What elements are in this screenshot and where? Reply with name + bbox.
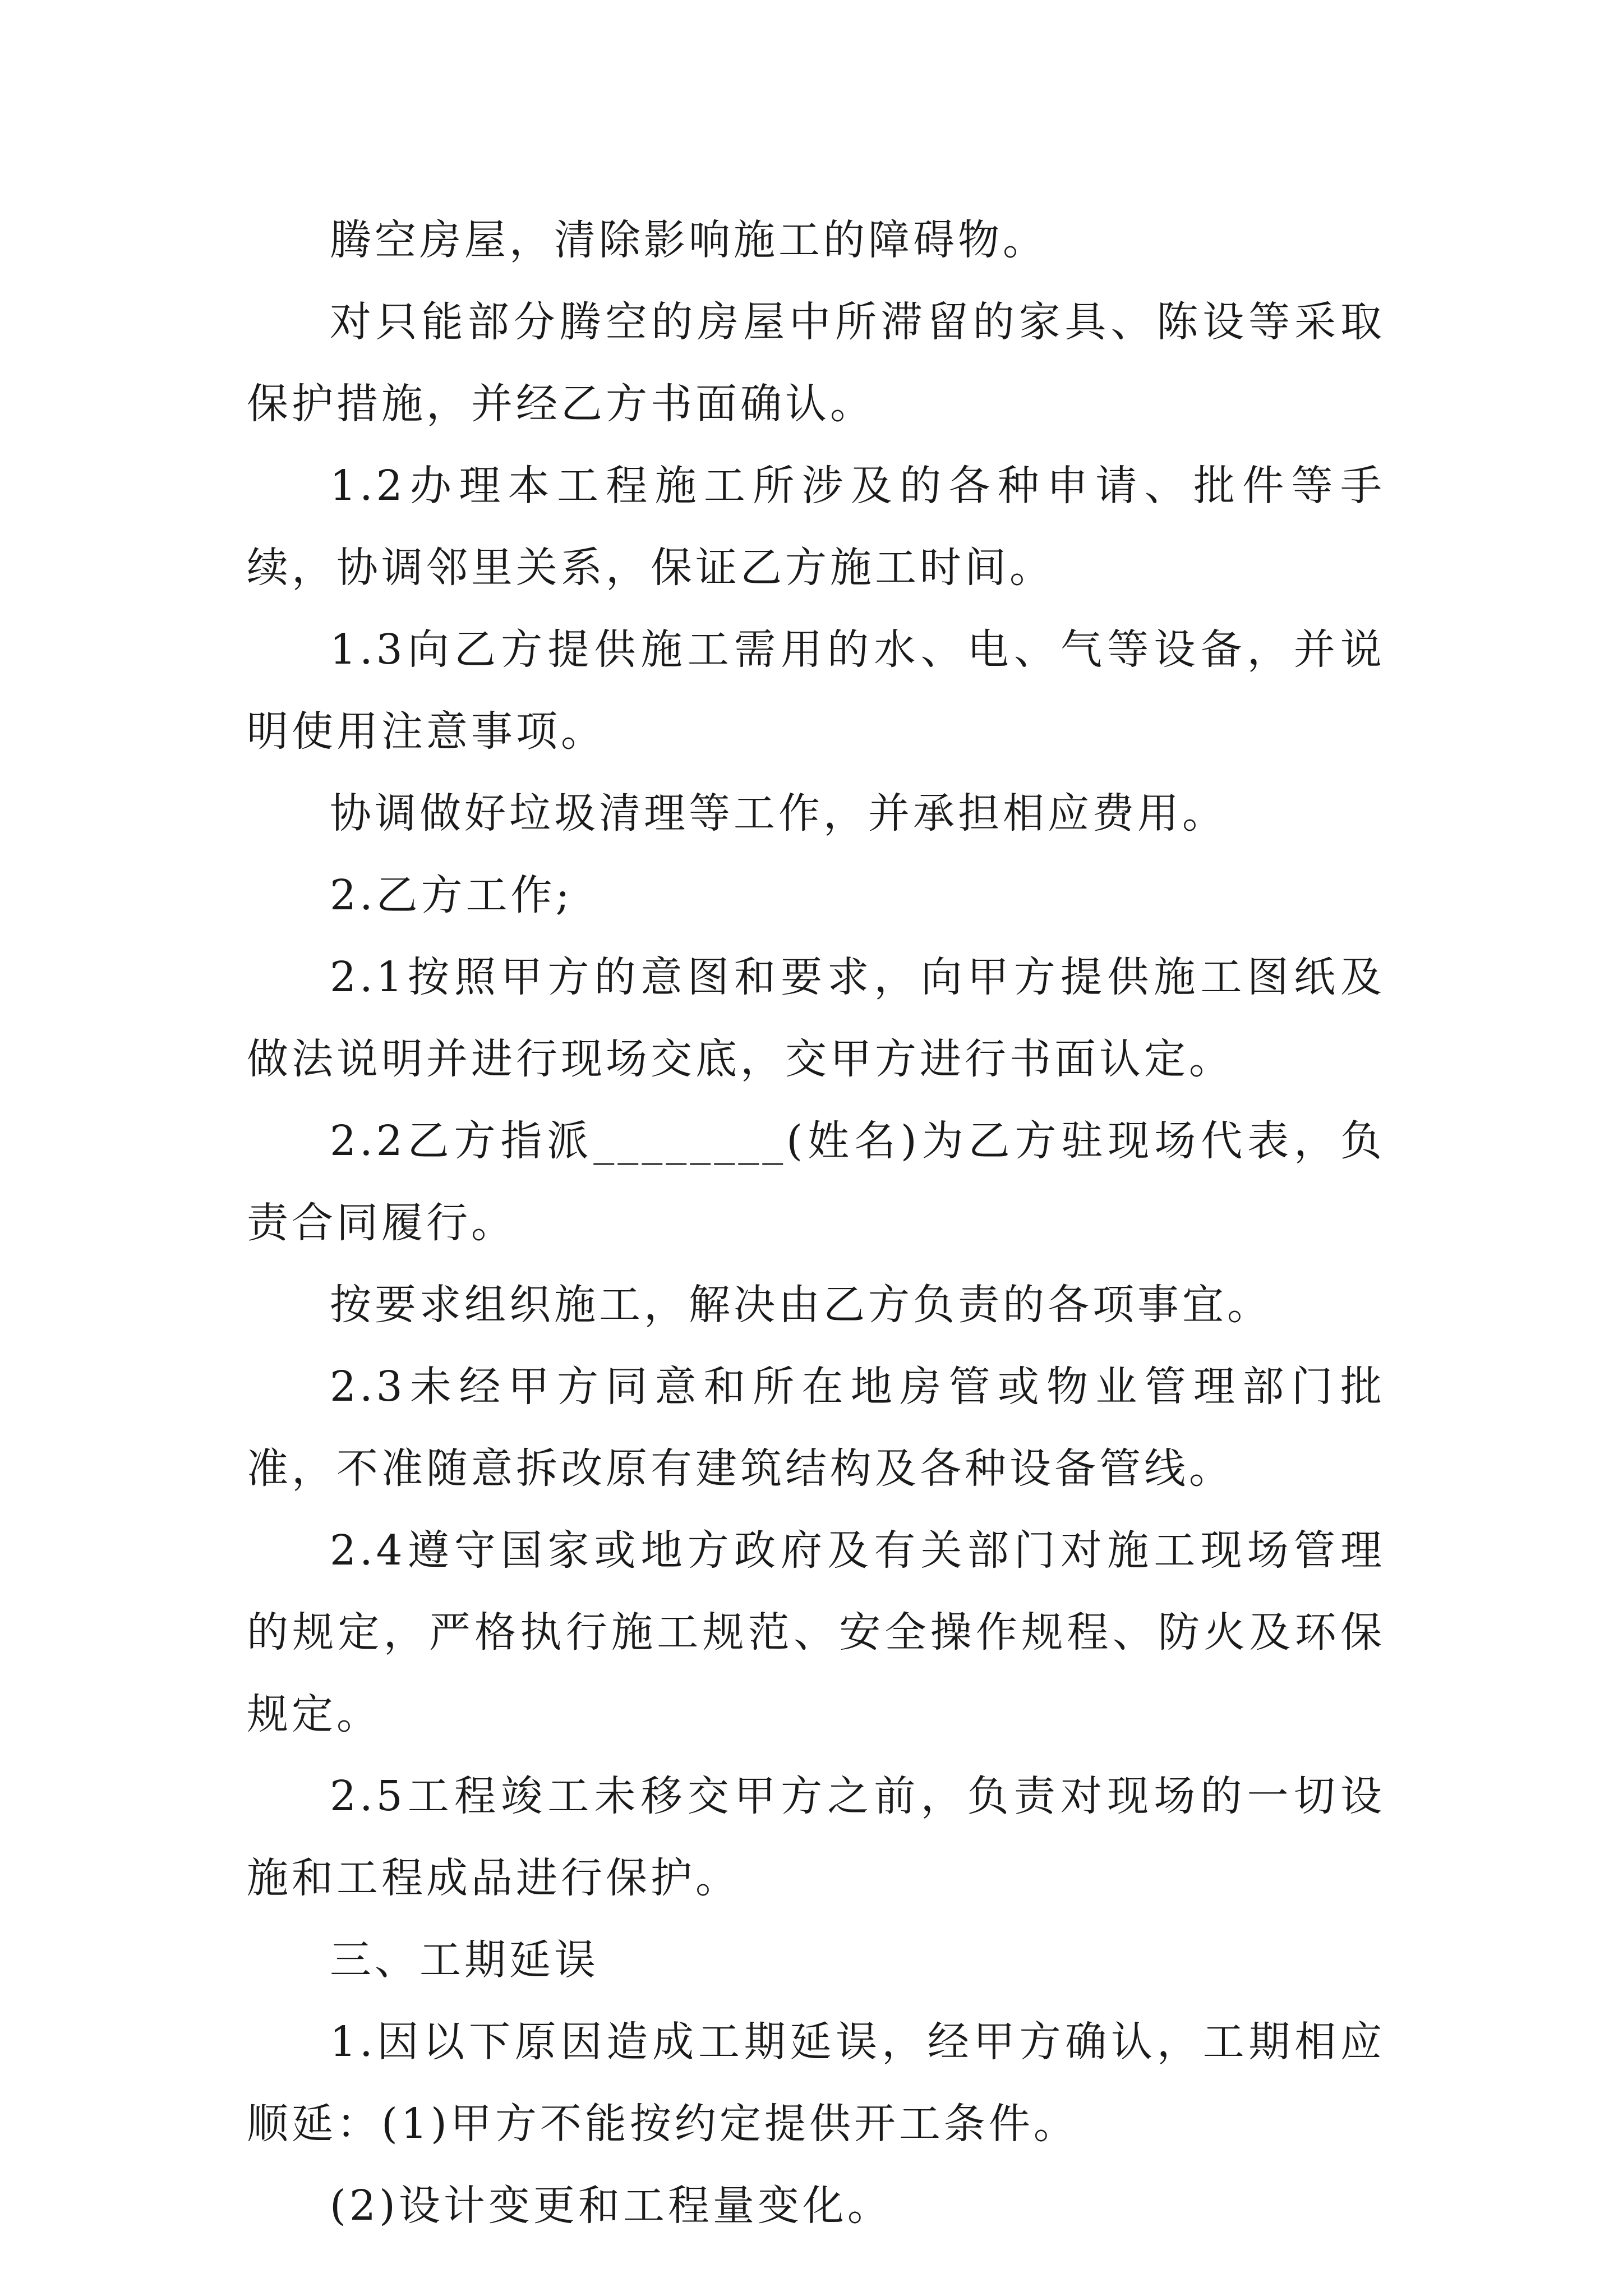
- paragraph: (2)设计变更和工程量变化。: [330, 2182, 892, 2230]
- section-heading: 三、工期延误: [330, 1936, 599, 1984]
- section-heading: 2.乙方工作;: [330, 871, 573, 919]
- paragraph: 2.1按照甲方的意图和要求，向甲方提供施工图纸及做法说明并进行现场交底，交甲方进行书面认定。: [247, 953, 1385, 1083]
- paragraph: 2.2乙方指派________(姓名)为乙方驻现场代表，负责合同履行。: [247, 1117, 1385, 1247]
- paragraph: 2.3未经甲方同意和所在地房管或物业管理部门批准，不准随意拆改原有建筑结构及各种设备管线。: [247, 1363, 1385, 1493]
- paragraph: 腾空房屋，清除影响施工的障碍物。: [330, 216, 1048, 264]
- paragraph: 2.5工程竣工未移交甲方之前，负责对现场的一切设施和工程成品进行保护。: [247, 1772, 1385, 1902]
- paragraph: 1.2办理本工程施工所涉及的各种申请、批件等手续，协调邻里关系，保证乙方施工时间。: [247, 462, 1385, 592]
- paragraph: 1.3向乙方提供施工需用的水、电、气等设备，并说明使用注意事项。: [247, 625, 1385, 756]
- paragraph: 2.4遵守国家或地方政府及有关部门对施工现场管理的规定，严格执行施工规范、安全操作规程、防火及环保规定。: [247, 1526, 1385, 1738]
- paragraph: 按要求组织施工，解决由乙方负责的各项事宜。: [330, 1281, 1272, 1329]
- document-body: [247, 199, 1385, 2247]
- paragraph: 1.因以下原因造成工期延误，经甲方确认，工期相应顺延：(1)甲方不能按约定提供开工条件。: [247, 2018, 1385, 2148]
- paragraph: 协调做好垃圾清理等工作，并承担相应费用。: [330, 789, 1227, 838]
- paragraph: 对只能部分腾空的房屋中所滞留的家具、陈设等采取保护措施，并经乙方书面确认。: [247, 298, 1385, 428]
